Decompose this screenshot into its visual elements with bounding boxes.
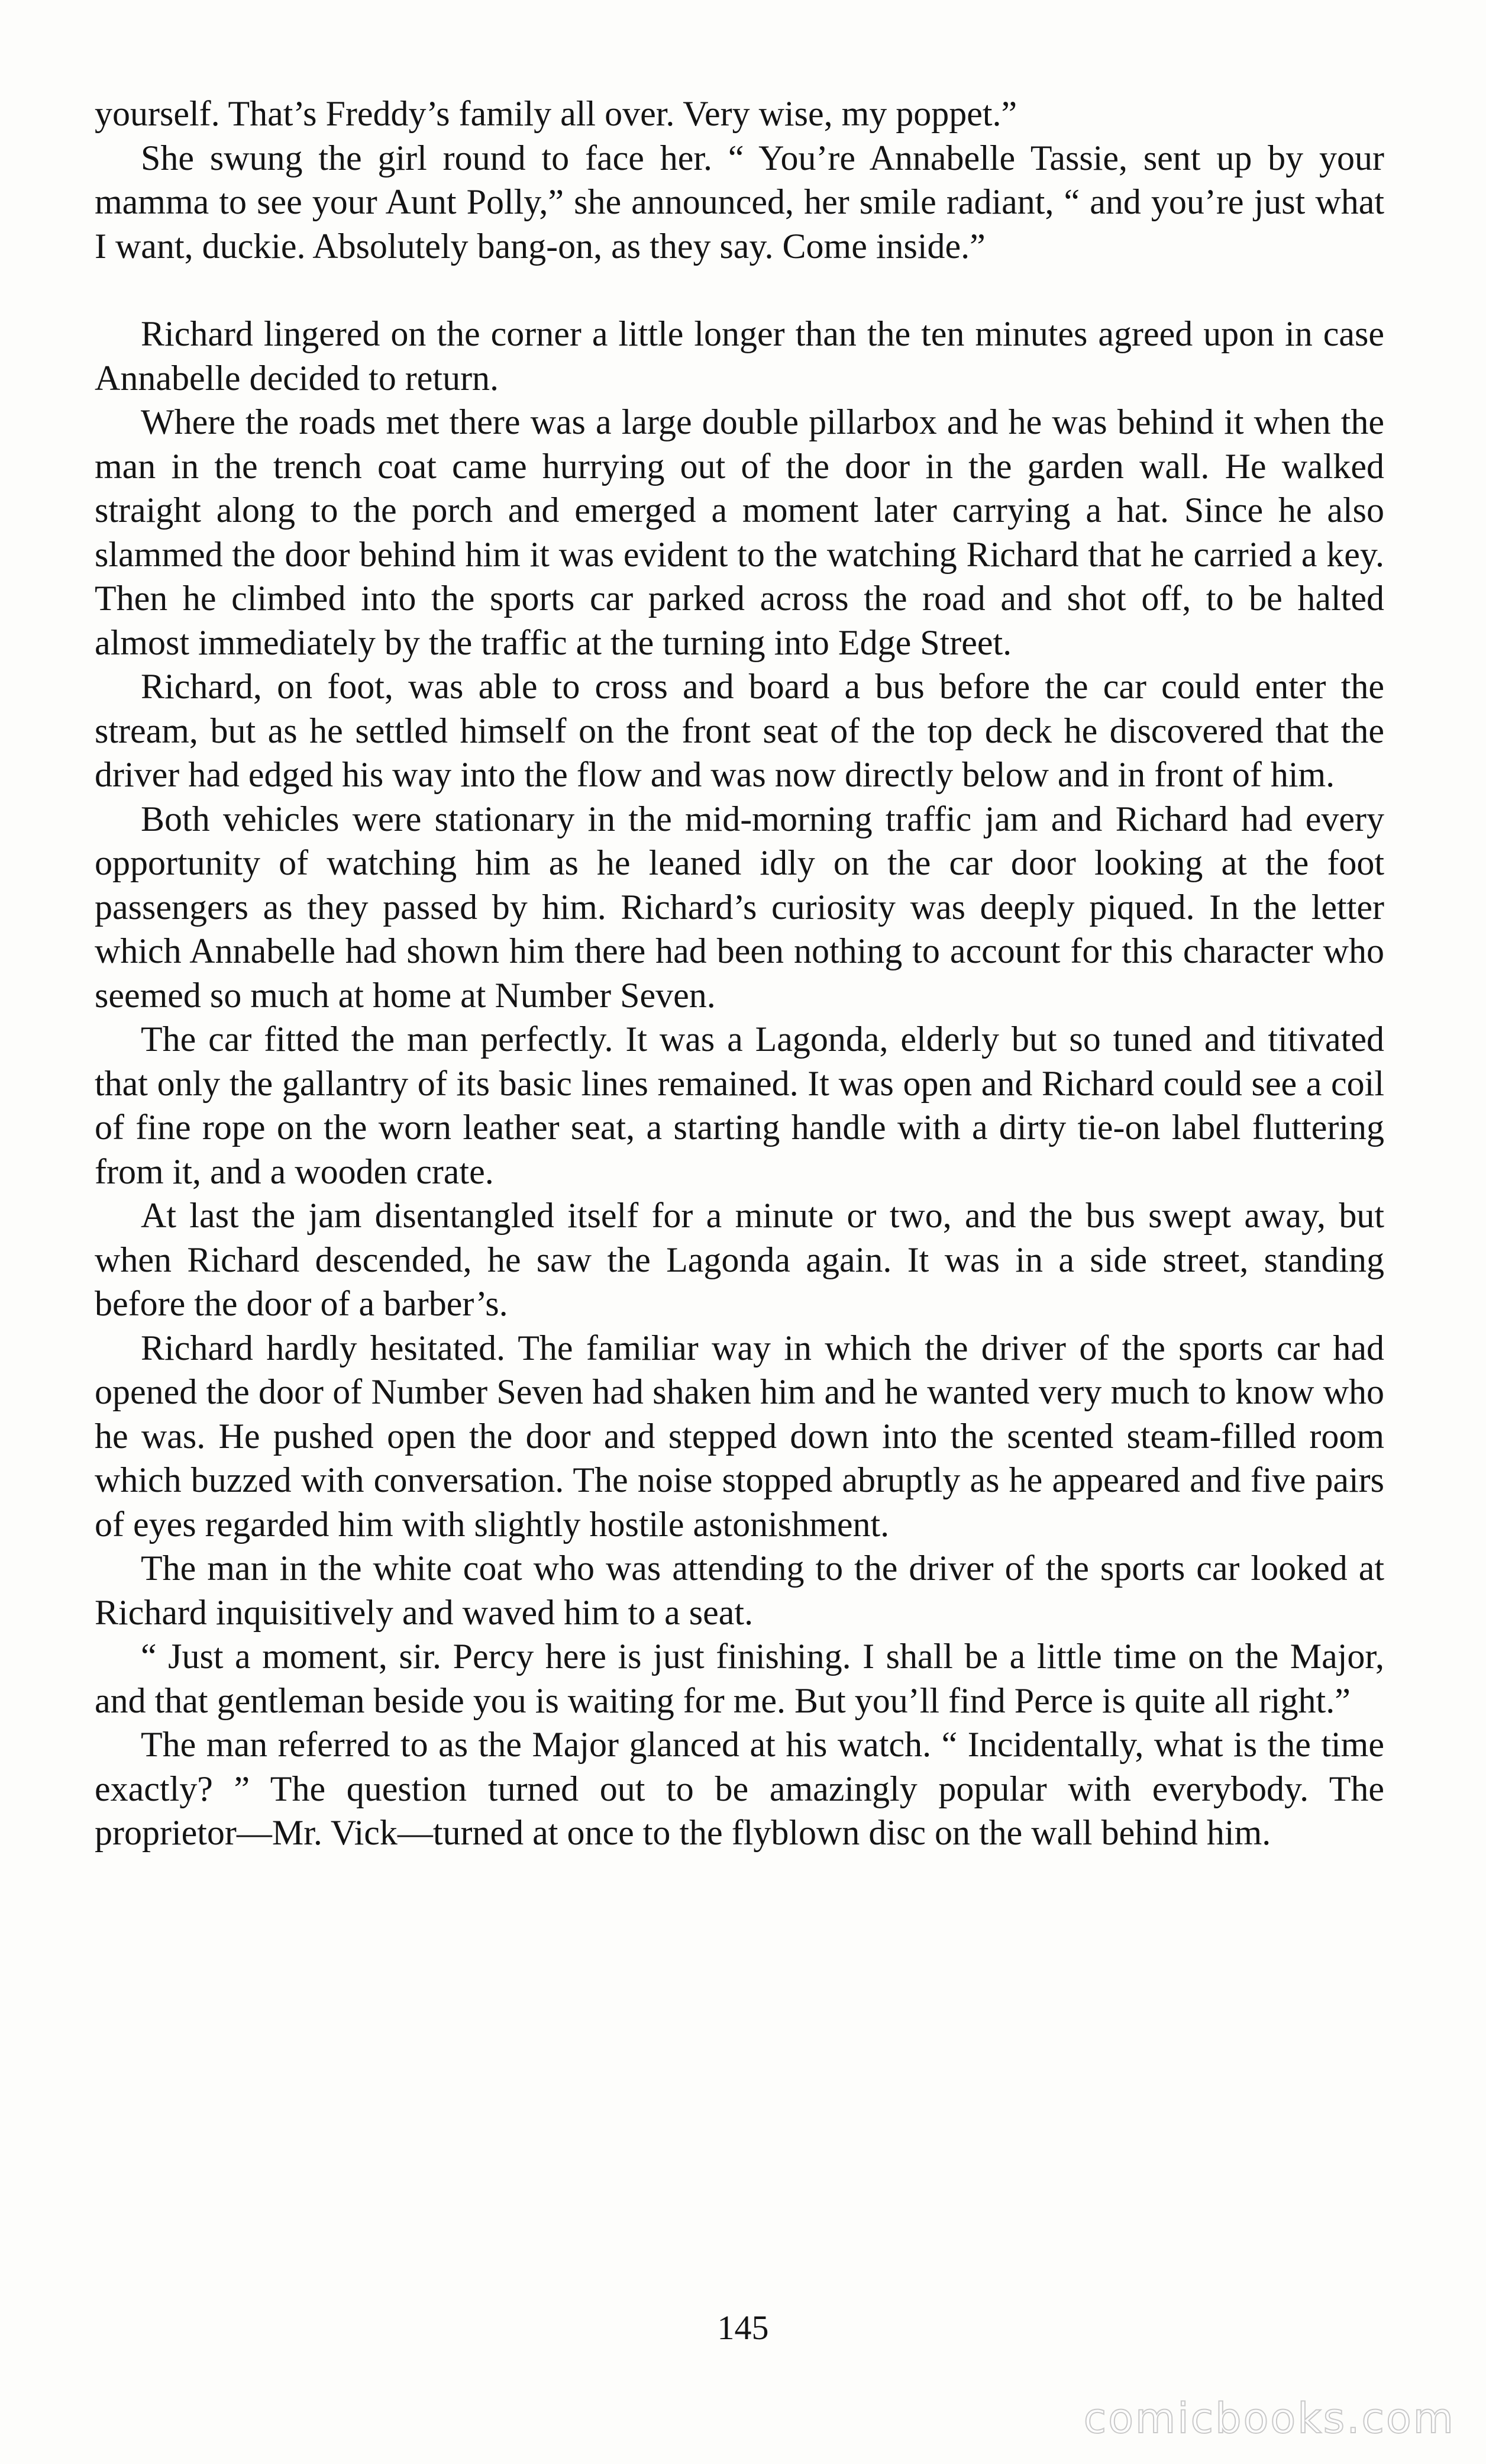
paragraph: At last the jam disentangled itself for a minute or two, and the bus swept away, but when Richard descended, he saw the Lagonda again. It was in a side street, standing before the door of a barber’s. — [95, 1196, 1384, 1323]
paragraph-continuation: yourself. That’s Freddy’s family all over. Very wise, my poppet.” — [95, 94, 1017, 133]
paragraph: Both vehicles were stationary in the mid-morning traffic jam and Richard had every opportunity of watching him as he leaned idly on the car door looking at the foot passengers as they passed by him. Richard’s curiosity was deeply piqued. In the letter which Annabelle had shown him there had been nothing to account for this character who seemed so much at home at Number Seven. — [95, 799, 1384, 1015]
paragraph: “ Just a moment, sir. Percy here is just finishing. I shall be a little time on the Major, and that gentleman beside you is waiting for me. But you’ll find Perce is quite all right.” — [95, 1637, 1384, 1720]
paragraph: The car fitted the man perfectly. It was a Lagonda, elderly but so tuned and titivated that only the gallantry of its basic lines remained. It was open and Richard could see a coil of fine rope on the worn leather seat, a starting handle with a dirty tie-on label fluttering from it, and a wooden crate. — [95, 1020, 1384, 1191]
site-watermark: comicbooks.com — [1083, 2394, 1455, 2443]
paragraph: The man in the white coat who was attending to the driver of the sports car looked at Richard inquisitively and waved him to a seat. — [95, 1549, 1384, 1632]
paragraph: Richard hardly hesitated. The familiar way in which the driver of the sports car had opened the door of Number Seven had shaken him and he wanted very much to know who he was. He pushed open the door and stepped down into the scented steam-filled room which buzzed with conversation. The noise stopped abruptly as he appeared and five pairs of eyes regarded him with slightly hostile astonishment. — [95, 1328, 1384, 1544]
paragraph: The man referred to as the Major glanced at his watch. “ Incidentally, what is the time exactly? ” The question turned out to be amazingly popular with everybody. The proprietor—Mr. Vick—turned at once to the flyblown disc on the wall behind him. — [95, 1725, 1384, 1852]
paragraph: She swung the girl round to face her. “ You’re Annabelle Tassie, sent up by your mamma to see your Aunt Polly,” she announced, her smile radiant, “ and you’re just what I want, duckie. Absolutely bang-on, as they say. Come inside.” — [95, 138, 1384, 266]
paragraph: Richard, on foot, was able to cross and board a bus before the car could enter the stream, but as he settled himself on the front seat of the top deck he discovered that the driver had edged his way into the flow and was now directly below and in front of him. — [95, 667, 1384, 794]
page-number: 145 — [717, 2308, 769, 2347]
body-text — [95, 92, 1384, 1855]
paragraph: Where the roads met there was a large double pillarbox and he was behind it when the man in the trench coat came hurrying out of the door in the garden wall. He walked straight along to the porch and emerged a moment later carrying a hat. Since he also slammed the door behind him it was evident to the watching Richard that he carried a key. Then he climbed into the sports car parked across the road and shot off, to be halted almost immediately by the traffic at the turning into Edge Street. — [95, 402, 1384, 662]
paragraph-section-start: Richard lingered on the corner a little longer than the ten minutes agreed upon in case Annabelle decided to return. — [95, 314, 1384, 398]
